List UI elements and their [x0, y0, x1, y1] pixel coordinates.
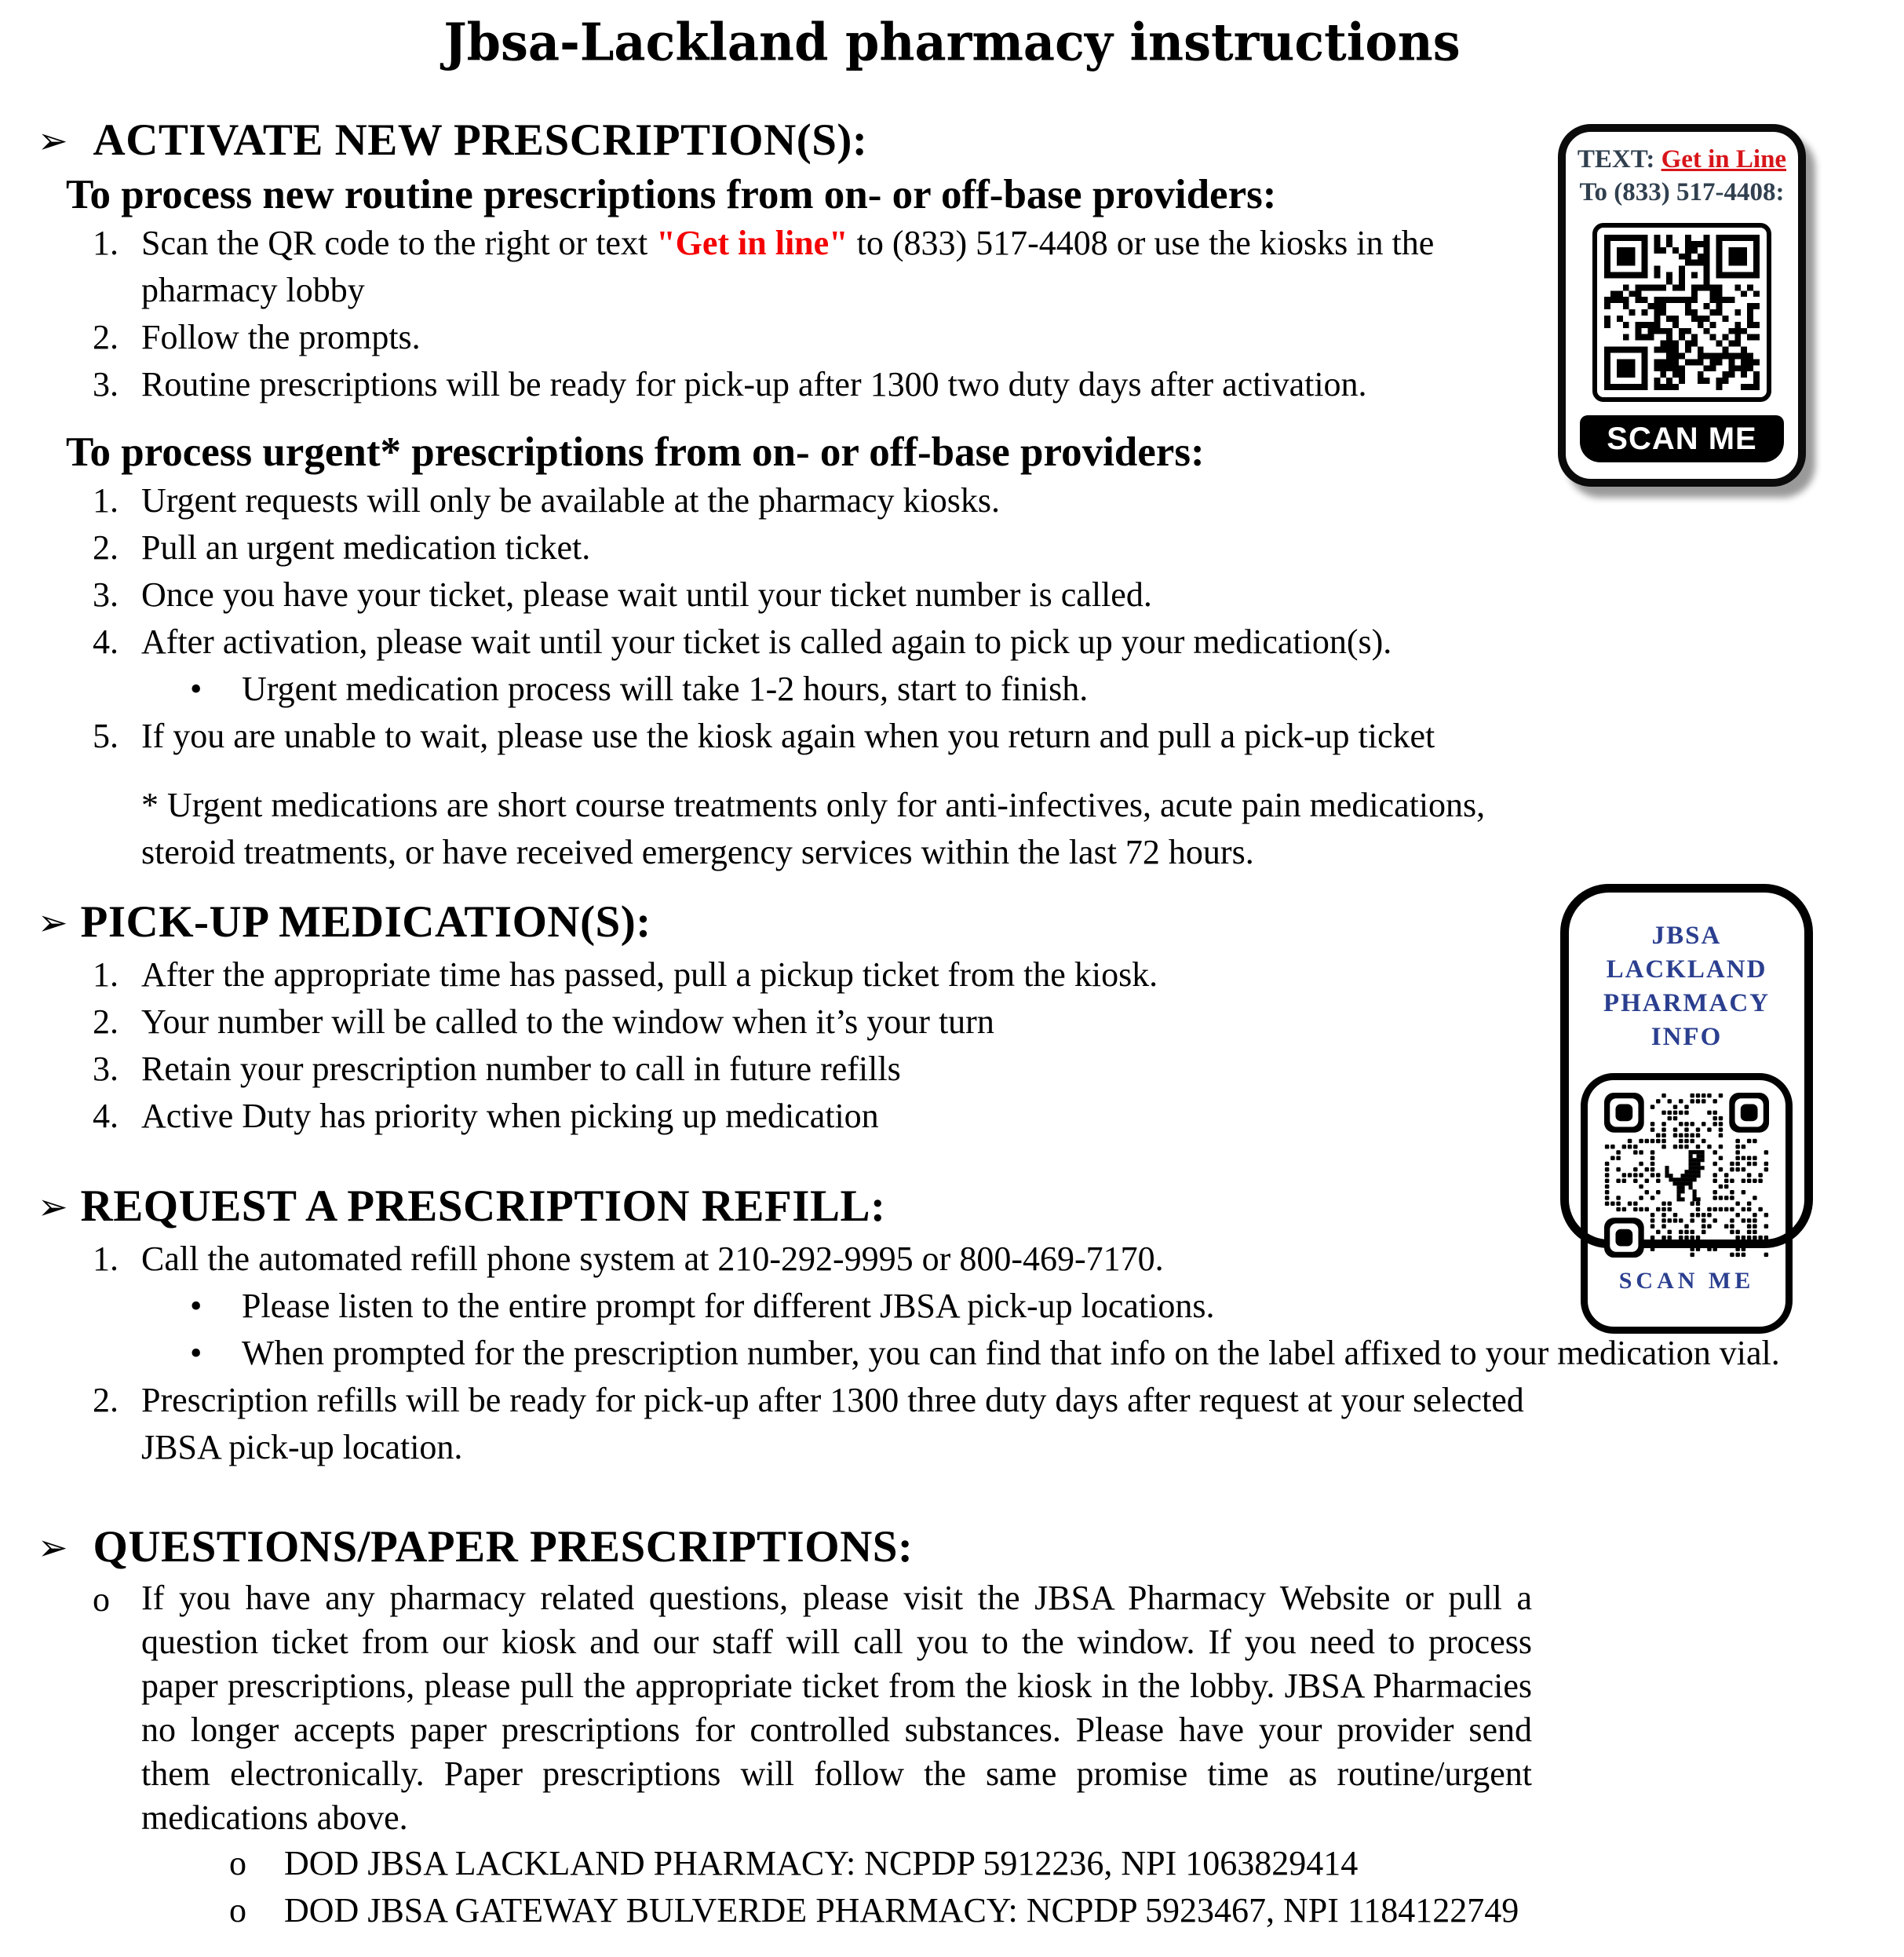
- list-marker: 1.: [93, 955, 119, 994]
- pharmacy-id-lackland: DOD JBSA LACKLAND PHARMACY: NCPDP 5912236, NPI 1063829414: [284, 1844, 1359, 1882]
- list-item: [0, 713, 1904, 760]
- list-item: [0, 1576, 1904, 1840]
- bullet-marker: •: [190, 1334, 202, 1372]
- list-item-text: When prompted for the prescription number, you can find that info on the label affixed to your medication vial.: [242, 1334, 1780, 1372]
- text-segment: to (833) 517-4408 or use the kiosks in the pharmacy lobby: [141, 224, 1435, 309]
- qr-card-pharmacy-info: [1560, 884, 1813, 1294]
- list-item-text: Follow the prompts.: [141, 318, 421, 356]
- list-marker: 2.: [93, 1381, 119, 1419]
- qr-info-title-line2: PHARMACY INFO: [1603, 989, 1771, 1051]
- list-item-text: Routine prescriptions will be ready for pick-up after 1300 two duty days after activation.: [141, 365, 1367, 403]
- list-item: [0, 619, 1904, 666]
- qr-info-title: [1569, 919, 1804, 1054]
- text-segment: Scan the QR code to the right or text: [141, 224, 657, 262]
- get-in-line-red-text: "Get in line": [656, 224, 848, 262]
- list-item: [0, 571, 1904, 619]
- section-heading-questions: [38, 1520, 1904, 1576]
- section-heading-text: PICK-UP MEDICATION(S):: [80, 897, 651, 947]
- list-item-text: Active Duty has priority when picking up medication: [141, 1097, 879, 1135]
- list-item: [0, 1840, 1904, 1887]
- qr-inner-frame: [1581, 1073, 1793, 1334]
- arrow-bullet-icon: ➢: [38, 1526, 68, 1568]
- list-marker: 3.: [93, 1050, 119, 1088]
- arrow-bullet-icon: ➢: [38, 119, 68, 162]
- section-heading-text: QUESTIONS/PAPER PRESCRIPTIONS:: [93, 1522, 914, 1572]
- list-item-text: Please listen to the entire prompt for different JBSA pick-up locations.: [242, 1287, 1215, 1325]
- arrow-bullet-icon: ➢: [38, 901, 68, 944]
- get-in-line-link-text: Get in Line: [1661, 145, 1787, 173]
- qr-card-header-line1: [1566, 143, 1798, 176]
- list-marker: 2.: [93, 1002, 119, 1041]
- list-item-text: Pull an urgent medication ticket.: [141, 528, 591, 567]
- list-item-text: Your number will be called to the window when it’s your turn: [141, 1002, 994, 1041]
- bullet-marker: •: [190, 1287, 202, 1325]
- urgent-footnote: * Urgent medications are short course treatments only for anti-infectives, acute pain medications, steroid treatments, or have received emergency services within the last 72 hours.: [141, 786, 1486, 871]
- list-marker: 4.: [93, 1097, 119, 1135]
- list-item: [0, 524, 1904, 571]
- circle-marker: o: [229, 1891, 246, 1930]
- text-label: TEXT:: [1577, 145, 1661, 173]
- questions-paragraph: If you have any pharmacy related questions, please visit the JBSA Pharmacy Website or pull a question ticket from our kiosk and our staff will call you to the window. If you need to process paper prescriptions, please pull the appropriate ticket from the kiosk in the lobby. JBSA Pharmacies no longer accepts paper prescriptions for controlled substances. Please have your provider send them electronically. Paper prescriptions will follow the same promise time as routine/urgent medications above.: [141, 1579, 1532, 1837]
- scan-me-bar: [1580, 415, 1784, 462]
- qr-card-get-in-line: [1558, 124, 1806, 487]
- page-title: Jbsa-Lackland pharmacy instructions: [443, 11, 1461, 73]
- section-heading-text: ACTIVATE NEW PRESCRIPTION(S):: [93, 115, 868, 165]
- list-marker: 2.: [93, 318, 119, 356]
- scan-me-label: SCAN ME: [1618, 1268, 1755, 1294]
- qr-code-get-in-line: [1604, 235, 1760, 390]
- qr-code-frame: [1592, 223, 1771, 402]
- pharmacy-id-bulverde: DOD JBSA GATEWAY BULVERDE PHARMACY: NCPDP 5923467, NPI 1184122749: [284, 1891, 1519, 1930]
- subheading-routine: To process new routine prescriptions from on- or off-base providers:: [66, 172, 1277, 217]
- bullet-marker: •: [190, 670, 202, 708]
- circle-marker: o: [93, 1580, 110, 1619]
- list-item-text: Once you have your ticket, please wait until your ticket number is called.: [141, 575, 1152, 614]
- arrow-bullet-icon: ➢: [38, 1185, 68, 1228]
- list-item-text: Retain your prescription number to call in future refills: [141, 1050, 901, 1088]
- list-item: [0, 1887, 1904, 1934]
- qr-code-pharmacy-info: [1604, 1093, 1769, 1258]
- list-item-text: After the appropriate time has passed, pull a pickup ticket from the kiosk.: [141, 955, 1158, 994]
- list-item-text: If you are unable to wait, please use the kiosk again when you return and pull a pick-up ticket: [141, 717, 1435, 755]
- list-marker: 1.: [93, 481, 119, 520]
- list-marker: 5.: [93, 717, 119, 755]
- list-marker: 3.: [93, 575, 119, 614]
- list-item-text: [141, 220, 1524, 314]
- circle-marker: o: [229, 1844, 246, 1882]
- list-item-text: Call the automated refill phone system at 210-292-9995 or 800-469-7170.: [141, 1240, 1164, 1278]
- list-item: [0, 1377, 1904, 1471]
- list-item: [0, 1330, 1904, 1377]
- qr-card-header-line2: To (833) 517-4408:: [1579, 178, 1785, 206]
- list-item-text: Urgent requests will only be available at the pharmacy kiosks.: [141, 481, 1001, 520]
- list-item-text: Prescription refills will be ready for pick-up after 1300 three duty days after request at your selected JBSA pick-up location.: [141, 1381, 1524, 1466]
- list-marker: 3.: [93, 365, 119, 403]
- scan-me-label: SCAN ME: [1607, 421, 1757, 456]
- section-heading-text: REQUEST A PRESCRIPTION REFILL:: [80, 1181, 886, 1231]
- list-marker: 4.: [93, 623, 119, 661]
- list-item-text: After activation, please wait until your ticket is called again to pick up your medication(s).: [141, 623, 1392, 661]
- list-marker: 2.: [93, 528, 119, 567]
- list-marker: 1.: [93, 224, 119, 262]
- subheading-urgent: To process urgent* prescriptions from on- or off-base providers:: [66, 429, 1205, 475]
- list-item-text: Urgent medication process will take 1-2 hours, start to finish.: [242, 670, 1089, 708]
- list-marker: 1.: [93, 1240, 119, 1278]
- list-item: [0, 666, 1904, 713]
- qr-info-title-line1: JBSA LACKLAND: [1606, 922, 1767, 984]
